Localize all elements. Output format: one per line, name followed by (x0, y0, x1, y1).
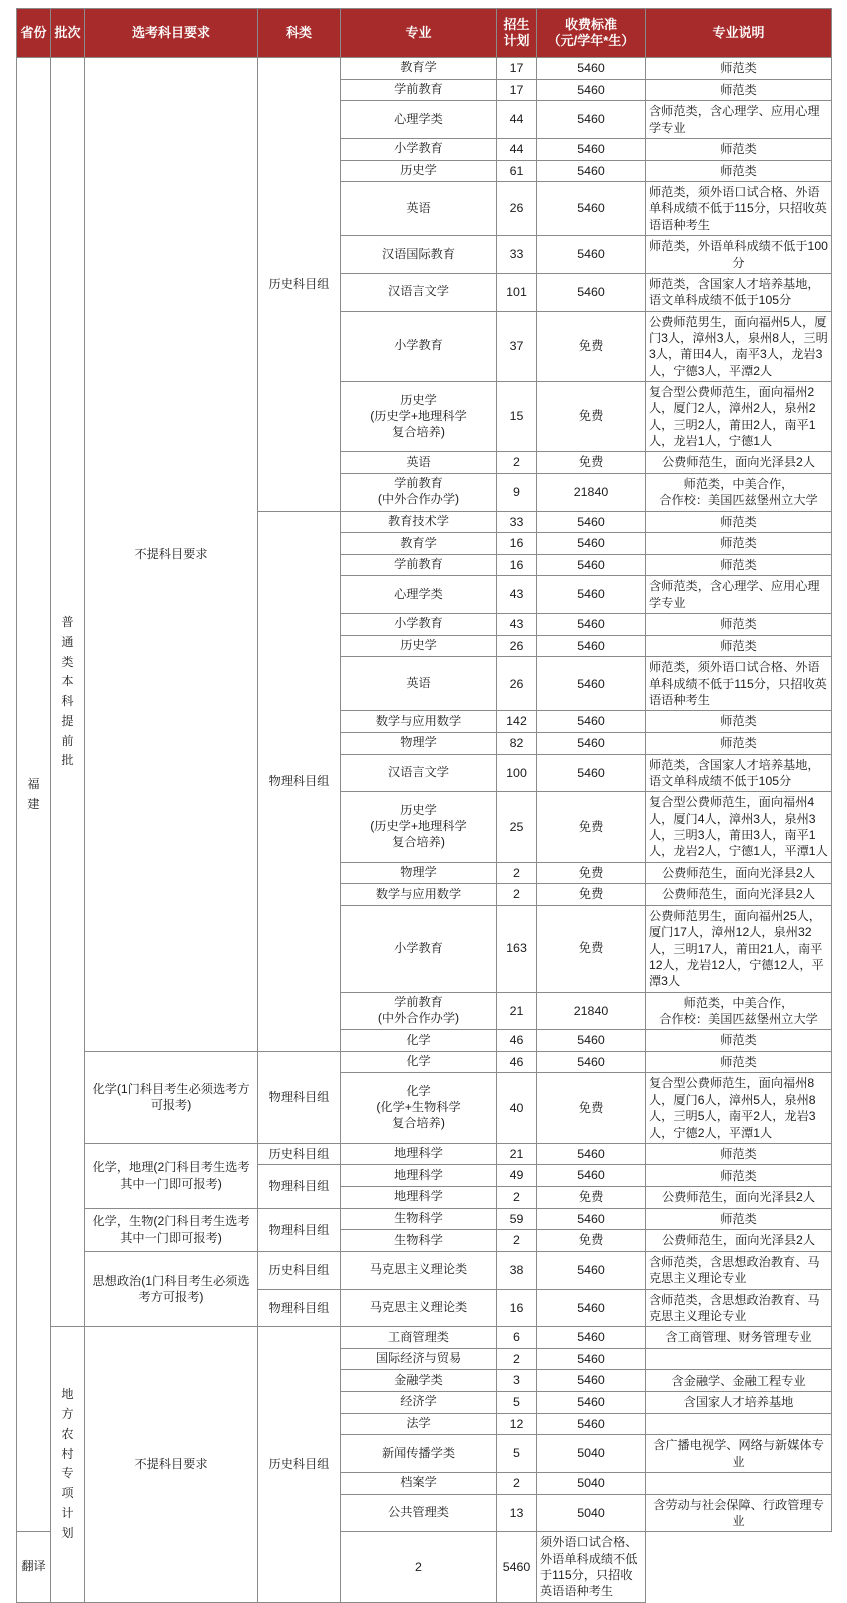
cell-fee: 5460 (537, 614, 646, 636)
cell-major: 经济学 (341, 1392, 497, 1414)
cell-major: 历史学 (341, 635, 497, 657)
cell-fee: 21840 (537, 992, 646, 1030)
cell-quota: 163 (497, 905, 537, 992)
cell-note: 公费师范男生，面向福州25人，厦门17人，漳州12人，泉州32人，三明17人，莆田21人，南平12人，龙岩12人，宁德12人，平潭3人 (646, 905, 832, 992)
cell-quota: 2 (497, 1230, 537, 1252)
cell-quota: 16 (497, 533, 537, 555)
cell-quota: 40 (497, 1073, 537, 1143)
cell-major (341, 381, 497, 451)
cell-major (341, 792, 497, 862)
cell-fee: 5460 (537, 1289, 646, 1327)
cell-fee: 5460 (537, 533, 646, 555)
cell-quota: 21 (497, 1143, 537, 1165)
cell-major: 心理学类 (341, 576, 497, 614)
cell-fee: 5460 (497, 1532, 537, 1602)
cell-note: 师范类，须外语口试合格、外语单科成绩不低于115分，只招收英语语种考生 (646, 657, 832, 711)
cell-quota: 101 (497, 273, 537, 311)
cell-quota: 46 (497, 1051, 537, 1073)
cell-fee: 免费 (537, 381, 646, 451)
cell-note: 公费师范生，面向光泽县2人 (646, 452, 832, 474)
cell-fee: 免费 (537, 884, 646, 906)
cell-quota: 46 (497, 1030, 537, 1052)
cell-fee: 5040 (537, 1494, 646, 1532)
cell-fee: 5460 (537, 101, 646, 139)
cell-fee: 5460 (537, 58, 646, 80)
cell-major: 小学教育 (341, 138, 497, 160)
cell-requirement-0: 不提科目要求 (85, 58, 258, 1052)
cell-fee: 21840 (537, 473, 646, 511)
cell-fee: 免费 (537, 862, 646, 884)
cell-note: 含师范类，含思想政治教育、马克思主义理论专业 (646, 1251, 832, 1289)
cell-fee: 5460 (537, 576, 646, 614)
cell-quota: 6 (497, 1327, 537, 1349)
cell-category-history: 历史科目组 (258, 1327, 341, 1602)
cell-major: 心理学类 (341, 101, 497, 139)
cell-quota: 2 (497, 1473, 537, 1495)
cell-fee: 免费 (537, 311, 646, 381)
column-header-province: 省份 (17, 9, 51, 58)
cell-major: 学前教育 (341, 79, 497, 101)
cell-quota: 44 (497, 101, 537, 139)
cell-fee: 5460 (537, 138, 646, 160)
column-header-category: 科类 (258, 9, 341, 58)
cell-note: 师范类 (646, 635, 832, 657)
cell-requirement-3: 化学，生物(2门科目考生选考其中一门即可报考) (85, 1208, 258, 1251)
cell-batch-1: 地方农村专项计划 (51, 1327, 85, 1602)
cell-quota: 17 (497, 79, 537, 101)
cell-quota: 25 (497, 792, 537, 862)
cell-note-line2: 合作校：美国匹兹堡州立大学 (659, 1011, 818, 1026)
cell-major (341, 1073, 497, 1143)
cell-major: 英语 (341, 657, 497, 711)
cell-fee: 5040 (537, 1435, 646, 1473)
cell-note: 师范类，含国家人才培养基地，语文单科成绩不低于105分 (646, 754, 832, 792)
cell-quota: 16 (497, 554, 537, 576)
cell-major: 生物科学 (341, 1208, 497, 1230)
cell-fee: 免费 (537, 1187, 646, 1209)
table-row (17, 1143, 832, 1165)
cell-major: 英语 (341, 452, 497, 474)
cell-major-line3: 复合培养) (392, 424, 445, 439)
cell-quota: 61 (497, 160, 537, 182)
cell-major: 工商管理类 (341, 1327, 497, 1349)
cell-major: 法学 (341, 1413, 497, 1435)
cell-quota: 33 (497, 511, 537, 533)
cell-quota: 5 (497, 1435, 537, 1473)
cell-note: 含金融学、金融工程专业 (646, 1370, 832, 1392)
cell-quota: 43 (497, 614, 537, 636)
cell-note: 师范类 (646, 1165, 832, 1187)
cell-note: 师范类 (646, 1051, 832, 1073)
cell-note-line1: 师范类，中美合作， (683, 476, 794, 491)
cell-note: 含劳动与社会保障、行政管理专业 (646, 1494, 832, 1532)
cell-fee: 5460 (537, 236, 646, 274)
cell-note: 复合型公费师范生，面向福州2人，厦门2人，漳州2人，泉州2人，三明2人，莆田2人，南平1人，龙岩1人，宁德1人 (646, 381, 832, 451)
cell-fee: 5460 (537, 1251, 646, 1289)
cell-note: 师范类 (646, 554, 832, 576)
cell-fee: 5460 (537, 1051, 646, 1073)
cell-major: 化学 (341, 1030, 497, 1052)
cell-major-line3: 复合培养) (392, 834, 445, 849)
cell-major: 教育技术学 (341, 511, 497, 533)
cell-category-physics: 物理科目组 (258, 1051, 341, 1143)
cell-fee: 免费 (537, 1073, 646, 1143)
cell-major: 小学教育 (341, 614, 497, 636)
cell-major: 物理学 (341, 732, 497, 754)
cell-category-history: 历史科目组 (258, 58, 341, 512)
cell-major: 生物科学 (341, 1230, 497, 1252)
cell-major: 历史学 (341, 160, 497, 182)
cell-note: 师范类 (646, 533, 832, 555)
table-row (17, 1251, 832, 1289)
column-header-quota-line1: 招生 (503, 17, 530, 33)
cell-note-line1: 师范类，中美合作， (683, 995, 794, 1010)
cell-major-line1: 历史学 (400, 392, 437, 407)
cell-major: 马克思主义理论类 (341, 1251, 497, 1289)
cell-major: 翻译 (17, 1532, 51, 1602)
cell-quota: 15 (497, 381, 537, 451)
cell-major (341, 473, 497, 511)
cell-major: 地理科学 (341, 1165, 497, 1187)
cell-requirement-2: 化学，地理(2门科目考生选考其中一门即可报考) (85, 1143, 258, 1208)
cell-fee: 5460 (537, 1348, 646, 1370)
cell-note: 含师范类，含心理学、应用心理学专业 (646, 101, 832, 139)
admissions-plan-table (16, 8, 832, 1603)
column-header-quota (497, 9, 537, 58)
cell-fee: 5040 (537, 1473, 646, 1495)
cell-fee: 5460 (537, 1327, 646, 1349)
cell-fee: 5460 (537, 1208, 646, 1230)
cell-quota: 2 (497, 884, 537, 906)
cell-major: 汉语言文学 (341, 273, 497, 311)
cell-fee: 5460 (537, 754, 646, 792)
cell-major: 地理科学 (341, 1143, 497, 1165)
table-header-row (17, 9, 832, 58)
cell-note: 师范类 (646, 138, 832, 160)
cell-requirement-1: 化学(1门科目考生必须选考方可报考) (85, 1051, 258, 1143)
cell-quota: 100 (497, 754, 537, 792)
cell-major: 数学与应用数学 (341, 711, 497, 733)
cell-category-history: 历史科目组 (258, 1251, 341, 1289)
table-row (17, 58, 832, 80)
cell-province: 福建 (17, 58, 51, 1532)
cell-note: 师范类 (646, 160, 832, 182)
column-header-major: 专业 (341, 9, 497, 58)
column-header-fee (537, 9, 646, 58)
cell-quota: 13 (497, 1494, 537, 1532)
cell-major-line2: (历史学+地理科学 (370, 819, 467, 833)
cell-quota: 82 (497, 732, 537, 754)
cell-note: 师范类 (646, 79, 832, 101)
cell-fee: 5460 (537, 554, 646, 576)
cell-note: 复合型公费师范生，面向福州4人，厦门4人，漳州3人，泉州3人，三明3人，莆田3人，南平1人，龙岩2人，宁德1人，平潭1人 (646, 792, 832, 862)
cell-major (341, 992, 497, 1030)
cell-note: 师范类 (646, 711, 832, 733)
cell-fee: 5460 (537, 160, 646, 182)
cell-note: 须外语口试合格、外语单科成绩不低于115分，只招收英语语种考生 (537, 1532, 646, 1602)
cell-fee: 5460 (537, 1413, 646, 1435)
cell-quota: 2 (497, 452, 537, 474)
cell-fee: 5460 (537, 1030, 646, 1052)
cell-quota: 12 (497, 1413, 537, 1435)
cell-major: 新闻传播学类 (341, 1435, 497, 1473)
cell-note: 公费师范生，面向光泽县2人 (646, 884, 832, 906)
cell-fee: 免费 (537, 1230, 646, 1252)
cell-category-physics: 物理科目组 (258, 1289, 341, 1327)
cell-major: 学前教育 (341, 554, 497, 576)
cell-quota: 17 (497, 58, 537, 80)
cell-quota: 2 (497, 1187, 537, 1209)
cell-note: 师范类 (646, 614, 832, 636)
cell-major: 国际经济与贸易 (341, 1348, 497, 1370)
table-body (17, 58, 832, 1603)
cell-fee: 5460 (537, 657, 646, 711)
cell-major: 马克思主义理论类 (341, 1289, 497, 1327)
cell-quota: 9 (497, 473, 537, 511)
cell-note (646, 473, 832, 511)
cell-note: 师范类，外语单科成绩不低于100分 (646, 236, 832, 274)
cell-note: 公费师范生，面向光泽县2人 (646, 1187, 832, 1209)
cell-major: 教育学 (341, 58, 497, 80)
cell-fee: 5460 (537, 1370, 646, 1392)
cell-note: 师范类 (646, 1208, 832, 1230)
cell-fee: 5460 (537, 1165, 646, 1187)
cell-major: 小学教育 (341, 905, 497, 992)
cell-fee: 5460 (537, 79, 646, 101)
cell-fee: 5460 (537, 511, 646, 533)
cell-fee: 免费 (537, 452, 646, 474)
cell-quota: 16 (497, 1289, 537, 1327)
cell-major: 汉语国际教育 (341, 236, 497, 274)
cell-major-line3: 复合培养) (392, 1116, 445, 1131)
cell-quota: 2 (497, 1348, 537, 1370)
cell-major: 档案学 (341, 1473, 497, 1495)
column-header-fee-line1: 收费标准 (564, 17, 617, 33)
cell-note: 含广播电视学、网络与新媒体专业 (646, 1435, 832, 1473)
cell-major-line2: (历史学+地理科学 (370, 408, 467, 423)
cell-quota: 33 (497, 236, 537, 274)
cell-quota: 142 (497, 711, 537, 733)
cell-fee: 5460 (537, 1392, 646, 1414)
cell-note: 师范类 (646, 511, 832, 533)
cell-fee: 免费 (537, 792, 646, 862)
cell-note: 师范类 (646, 732, 832, 754)
cell-major: 公共管理类 (341, 1494, 497, 1532)
cell-fee: 5460 (537, 182, 646, 236)
cell-quota: 44 (497, 138, 537, 160)
cell-note: 师范类 (646, 58, 832, 80)
cell-major: 化学 (341, 1051, 497, 1073)
cell-requirement-5: 不提科目要求 (85, 1327, 258, 1602)
cell-major-line1: 学前教育 (394, 995, 443, 1010)
cell-note: 含师范类，含思想政治教育、马克思主义理论专业 (646, 1289, 832, 1327)
cell-note: 公费师范生，面向光泽县2人 (646, 1230, 832, 1252)
cell-category-physics: 物理科目组 (258, 1165, 341, 1208)
cell-fee: 5460 (537, 1143, 646, 1165)
cell-note (646, 1413, 832, 1435)
cell-note: 师范类，含国家人才培养基地，语文单科成绩不低于105分 (646, 273, 832, 311)
cell-category-physics: 物理科目组 (258, 511, 341, 1051)
cell-quota: 43 (497, 576, 537, 614)
cell-quota: 2 (341, 1532, 497, 1602)
cell-major: 数学与应用数学 (341, 884, 497, 906)
column-header-requirement: 选考科目要求 (85, 9, 258, 58)
cell-note: 师范类，须外语口试合格、外语单科成绩不低于115分，只招收英语语种考生 (646, 182, 832, 236)
cell-major: 小学教育 (341, 311, 497, 381)
column-header-fee-line2: （元/学年*生） (547, 33, 635, 48)
table-row (17, 1208, 832, 1230)
cell-requirement-4: 思想政治(1门科目考生必须选考方可报考) (85, 1251, 258, 1326)
cell-quota: 2 (497, 862, 537, 884)
cell-note: 含师范类，含心理学、应用心理学专业 (646, 576, 832, 614)
column-header-batch: 批次 (51, 9, 85, 58)
cell-note: 复合型公费师范生，面向福州8人，厦门6人，漳州5人，泉州8人，三明5人，南平2人，龙岩3人，宁德2人，平潭1人 (646, 1073, 832, 1143)
cell-major: 英语 (341, 182, 497, 236)
cell-fee: 5460 (537, 635, 646, 657)
cell-note: 师范类 (646, 1030, 832, 1052)
cell-note: 公费师范男生，面向福州5人，厦门3人，漳州3人，泉州8人，三明3人，莆田4人，南平3人，龙岩3人，宁德3人，平潭2人 (646, 311, 832, 381)
cell-major-line1: 化学 (406, 1084, 431, 1099)
cell-quota: 26 (497, 657, 537, 711)
cell-fee: 5460 (537, 732, 646, 754)
cell-category-physics: 物理科目组 (258, 1208, 341, 1251)
cell-quota: 59 (497, 1208, 537, 1230)
cell-quota: 3 (497, 1370, 537, 1392)
cell-major-line1: 历史学 (400, 803, 437, 818)
cell-note (646, 1348, 832, 1370)
cell-batch-0: 普通类本科提前批 (51, 58, 85, 1327)
cell-fee: 5460 (537, 711, 646, 733)
cell-fee: 免费 (537, 905, 646, 992)
cell-quota: 49 (497, 1165, 537, 1187)
cell-quota: 38 (497, 1251, 537, 1289)
cell-note: 公费师范生，面向光泽县2人 (646, 862, 832, 884)
cell-note-line2: 合作校：美国匹兹堡州立大学 (659, 493, 818, 508)
column-header-note: 专业说明 (646, 9, 832, 58)
cell-major-line2: (中外合作办学) (377, 492, 460, 507)
table-row (17, 1327, 832, 1349)
cell-note (646, 1473, 832, 1495)
cell-major: 教育学 (341, 533, 497, 555)
cell-major: 物理学 (341, 862, 497, 884)
cell-major-line2: (中外合作办学) (377, 1010, 460, 1025)
cell-category-history: 历史科目组 (258, 1143, 341, 1165)
cell-major-line2: (化学+生物科学 (376, 1100, 461, 1115)
cell-major: 地理科学 (341, 1187, 497, 1209)
cell-quota: 21 (497, 992, 537, 1030)
cell-quota: 26 (497, 182, 537, 236)
cell-major: 汉语言文学 (341, 754, 497, 792)
cell-note: 师范类 (646, 1143, 832, 1165)
cell-fee: 5460 (537, 273, 646, 311)
cell-quota: 37 (497, 311, 537, 381)
cell-quota: 26 (497, 635, 537, 657)
cell-quota: 5 (497, 1392, 537, 1414)
cell-note: 含工商管理、财务管理专业 (646, 1327, 832, 1349)
cell-note: 含国家人才培养基地 (646, 1392, 832, 1414)
cell-note (646, 992, 832, 1030)
cell-major-line1: 学前教育 (394, 476, 443, 491)
cell-major: 金融学类 (341, 1370, 497, 1392)
table-row (17, 1051, 832, 1073)
column-header-quota-line2: 计划 (503, 33, 530, 48)
